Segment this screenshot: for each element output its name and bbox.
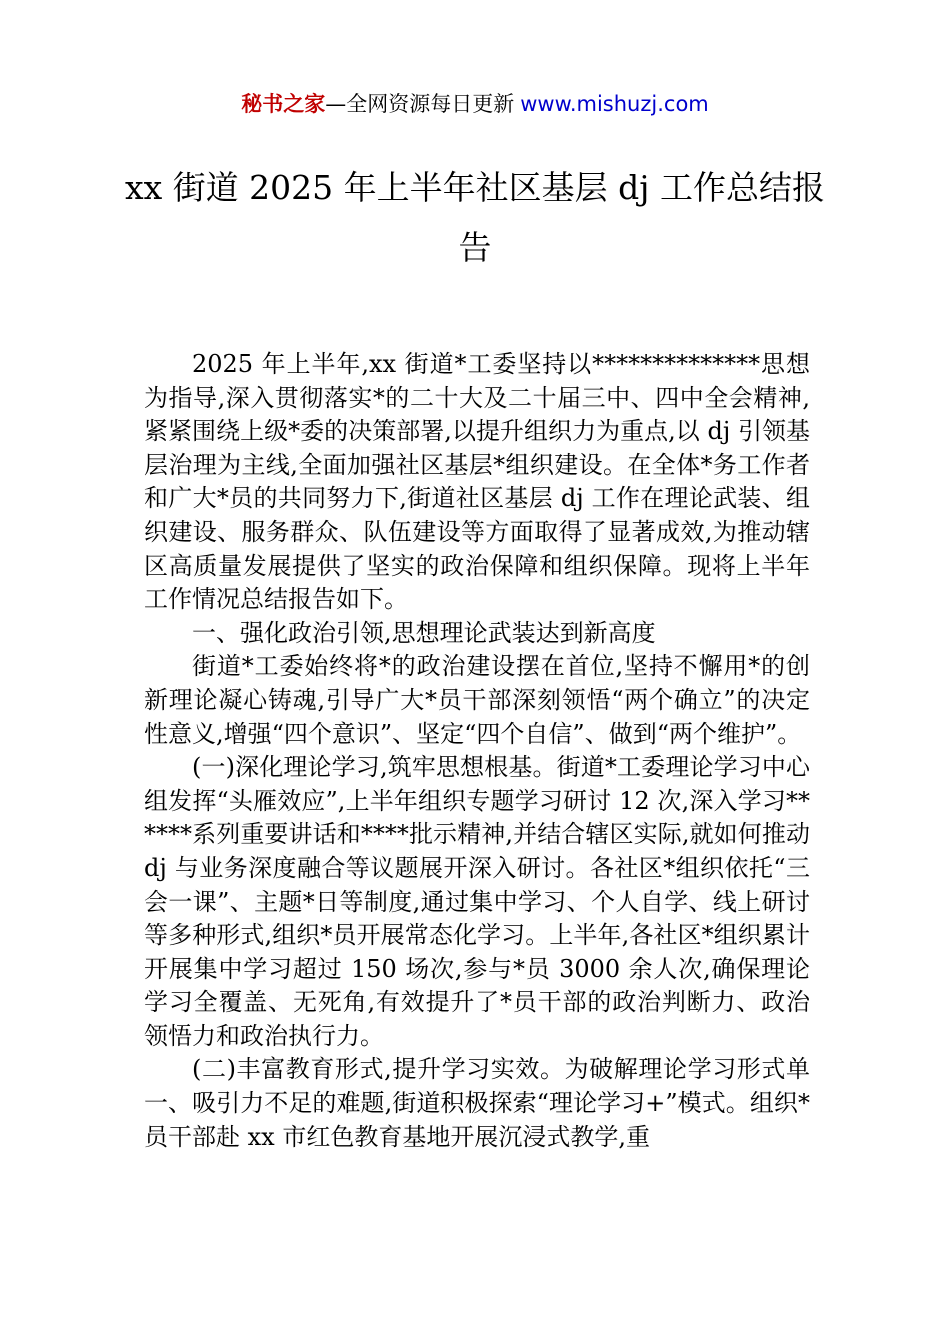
body-paragraph: 街道*工委始终将*的政治建设摆在首位,坚持不懈用*的创新理论凝心铸魂,引导广大*员干部深刻领悟“两个确立”的决定性意义,增强“四个意识”、坚定“四个自信”、做到“两个维护”。 xyxy=(144,652,810,748)
site-header xyxy=(0,88,950,120)
site-brand: 秘书之家 xyxy=(241,92,326,116)
site-tagline: —全网资源每日更新 xyxy=(325,92,515,116)
site-url-link[interactable]: www.mishuzj.com xyxy=(520,92,709,116)
body-paragraph: (二)丰富教育形式,提升学习实效。为破解理论学习形式单一、吸引力不足的难题,街道积极探索“理论学习+”模式。组织*员干部赴 xx 市红色教育基地开展沉浸式教学,重 xyxy=(144,1055,810,1151)
document-body xyxy=(144,348,810,1154)
document-title: xx 街道 2025 年上半年社区基层 dj 工作总结报告 xyxy=(124,168,825,267)
section-heading-1: 一、强化政治引领,思想理论武装达到新高度 xyxy=(192,618,656,647)
body-paragraph: (一)深化理论学习,筑牢思想根基。街道*工委理论学习中心组发挥“头雁效应”,上半年组织专题学习研讨 12 次,深入学习******系列重要讲话和****批示精神,并结合辖区实际,就如何推动 dj 与业务深度融合等议题展开深入研讨。各社区*组织依托“三会一课”、主题*日等制度,通过集中学习、个人自学、线上研讨等多种形式,组织*员开展常态化学习。上半年,各社区*组织累计开展集中学习超过 150 场次,参与*员 3000 余人次,确保理论学习全覆盖、无死角,有效提升了*员干部的政治判断力、政治领悟力和政治执行力。 xyxy=(144,753,810,1050)
body-paragraph-intro: 2025 年上半年,xx 街道*工委坚持以**************思想为指导,深入贯彻落实*的二十大及二十届三中、四中全会精神,紧紧围绕上级*委的决策部署,以提升组织力为重点,以 dj 引领基层治理为主线,全面加强社区基层*组织建设。在全体*务工作者和广大*员的共同努力下,街道社区基层 dj 工作在理论武装、组织建设、服务群众、队伍建设等方面取得了显著成效,为推动辖区高质量发展提供了坚实的政治保障和组织保障。现将上半年工作情况总结报告如下。 xyxy=(144,350,810,614)
